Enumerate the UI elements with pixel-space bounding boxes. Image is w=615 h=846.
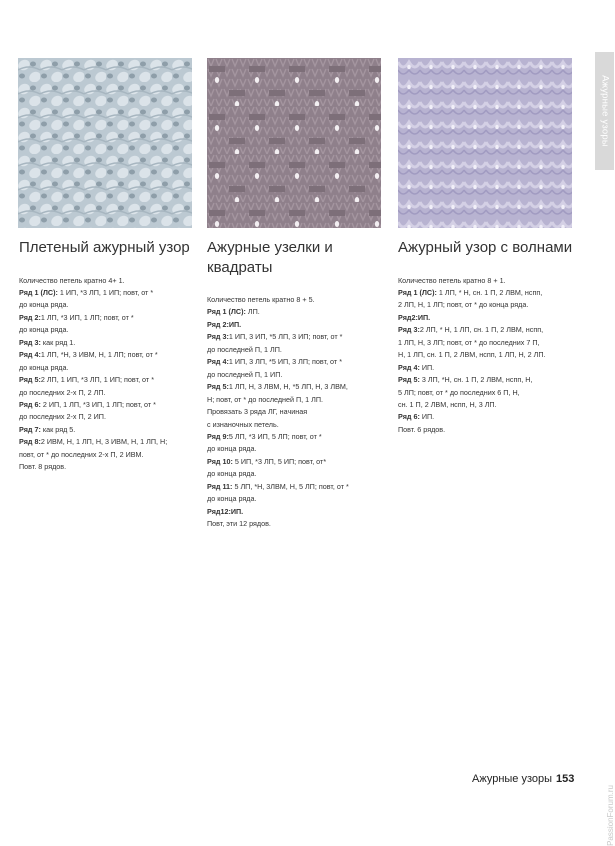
watermark: PassionForum.ru — [606, 785, 615, 846]
instruction-line: Ряд 1 (ЛС): 1 ИП, *3 ЛП, 1 ИП; повт, от * — [19, 287, 154, 297]
instruction-line: Ряд 2:1 ЛП, *3 ИП, 1 ЛП; повт, от * — [19, 312, 134, 322]
pattern-column-1 — [19, 238, 199, 474]
instruction-line: Н, 1 ЛП, сн. 1 П, 2 ЛВМ, нспп, 1 ЛП, Н, 2 ЛП. — [398, 350, 546, 360]
instruction-line: до последней П, 1 ЛП. — [207, 344, 282, 354]
pattern-title: Ажурные узелки и квадраты — [207, 239, 333, 276]
instruction-line: Ряд 9:5 ЛП, *3 ИП, 5 ЛП; повт, от * — [207, 431, 322, 441]
instruction-line: Повт, эти 12 рядов. — [207, 519, 271, 529]
instruction-line: до конца ряда. — [207, 444, 257, 454]
instruction-line: Ряд12:ИП. — [207, 506, 244, 516]
instruction-line: Ряд 4: ИП. — [398, 362, 435, 372]
instruction-line: до конца ряда. — [207, 469, 257, 479]
instruction-line: Ряд2:ИП. — [398, 312, 431, 322]
instruction-line: до последней П, 1 ИП. — [207, 369, 283, 379]
instruction-line: Ряд 6: 2 ИП, 1 ЛП, *3 ИП, 1 ЛП; повт, от * — [19, 400, 156, 410]
instruction-line: Провязать 3 ряда ЛГ, начиная — [207, 407, 308, 417]
side-tab-label: Ажурные узоры — [599, 75, 610, 147]
page-number: 153 — [556, 773, 575, 785]
page-footer — [472, 773, 602, 789]
swatch-image-knots-squares — [207, 58, 381, 228]
instruction-line: Ряд 1 (ЛС): 1 ЛП, * Н, сн. 1 П, 2 ЛВМ, нспп, — [398, 287, 543, 297]
instruction-line: до конца ряда. — [19, 325, 69, 335]
instruction-line: Ряд 3:2 ЛП, * Н, 1 ЛП, сн. 1 П, 2 ЛВМ, нспп, — [398, 325, 544, 335]
pattern-column-2 — [207, 238, 387, 531]
instruction-line: Ряд 1 (ЛС): ЛП. — [207, 307, 260, 317]
swatch-image-braided-lace — [18, 58, 192, 228]
instruction-line: Количество петель кратно 8 + 1. — [398, 275, 506, 285]
instruction-line: Количество петель кратно 8 + 5. — [207, 295, 315, 304]
instruction-line: до последних 2-х П, 2 ЛП. — [19, 387, 106, 397]
instruction-line: Ряд 4:1 ЛП, *Н, 3 ИВМ, Н, 1 ЛП; повт, от * — [19, 350, 158, 360]
swatch-image-waves-lace — [398, 58, 572, 228]
instruction-line: до конца ряда. — [207, 494, 257, 504]
footer-section-name: Ажурные узоры — [472, 773, 553, 785]
instruction-line: до последних 2-х П, 2 ИП. — [19, 412, 106, 422]
instruction-line: Повт. 8 рядов. — [19, 462, 67, 472]
instruction-line: Ряд 11: 5 ЛП, *Н, 3ЛВМ, Н, 5 ЛП; повт, от * — [207, 481, 349, 491]
pattern-instructions — [398, 275, 588, 437]
instruction-line: до конца ряда. — [19, 300, 69, 310]
instruction-line: Ряд 5:1 ЛП, Н, 3 ЛВМ, Н, *5 ЛП, Н, 3 ЛВМ, — [207, 382, 348, 392]
instruction-line: Ряд 5:2 ЛП, 1 ИП, *3 ЛП, 1 ИП; повт, от * — [19, 375, 154, 385]
instruction-line: Ряд 5: 3 ЛП, *Н, сн. 1 П, 2 ЛВМ, нспп, Н, — [398, 375, 533, 385]
instruction-line: Количество петель кратно 4+ 1. — [19, 275, 125, 285]
pattern-title: Плетеный ажурный узор — [19, 239, 190, 256]
instruction-line: Ряд 7: как ряд 5. — [19, 424, 76, 434]
instruction-line: Ряд 10: 5 ИП, *3 ЛП, 5 ИП; повт, от* — [207, 456, 327, 466]
instruction-line: Повт. 6 рядов. — [398, 424, 446, 434]
pattern-column-3 — [398, 238, 588, 436]
instruction-line: Ряд 3: как ряд 1. — [19, 337, 76, 347]
pattern-title: Ажурный узор с волнами — [398, 239, 573, 256]
instruction-line: Ряд 8:2 ИВМ, Н, 1 ЛП, Н, 3 ИВМ, Н, 1 ЛП, Н; — [19, 437, 168, 447]
pattern-instructions — [19, 275, 199, 474]
section-side-tab — [595, 52, 614, 170]
instruction-line: 5 ЛП; повт, от * до последних 6 П, Н, — [398, 387, 520, 397]
instruction-line: Ряд 6: ИП. — [398, 412, 435, 422]
instruction-line: Ряд 3:1 ИП, 3 ИП, *5 ЛП, 3 ИП; повт, от * — [207, 332, 343, 342]
instruction-line: 1 ЛП, Н, 3 ЛП; повт, от * до последних 7 П, — [398, 337, 540, 347]
instruction-line: с изнаночных петель. — [207, 419, 279, 429]
instruction-line: Н; повт, от * до последней П, 1 ЛП. — [207, 394, 324, 404]
instruction-line: до конца ряда. — [19, 362, 69, 372]
instruction-line: сн. 1 П, 2 ЛВМ, нспп, Н, 3 ЛП. — [398, 400, 497, 410]
instruction-line: Ряд 2:ИП. — [207, 319, 242, 329]
instruction-line: повт, от * до последних 2-х П, 2 ИВМ. — [19, 449, 144, 459]
pattern-instructions — [207, 294, 387, 531]
instruction-line: 2 ЛП, Н, 1 ЛП; повт, от * до конца ряда. — [398, 300, 529, 310]
instruction-line: Ряд 4:1 ИП, 3 ЛП, *5 ИП, 3 ЛП; повт, от * — [207, 357, 342, 367]
